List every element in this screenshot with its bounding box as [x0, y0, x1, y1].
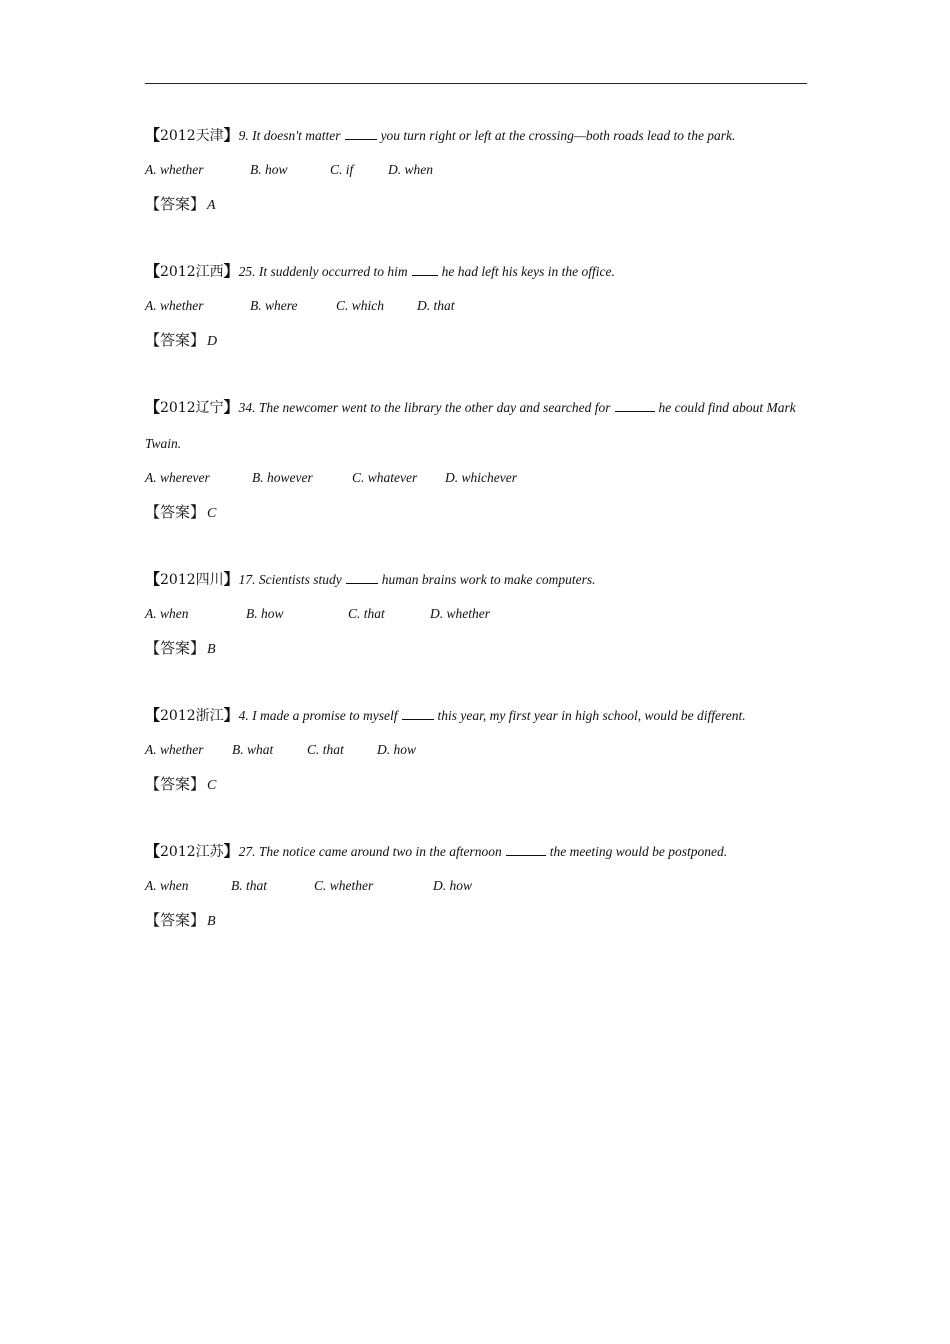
- option-d: D. that: [417, 298, 455, 313]
- option-a: A. whether: [145, 742, 204, 757]
- answer-blank: [506, 843, 546, 856]
- question-2: [145, 262, 810, 351]
- tag-close: 】: [223, 262, 239, 280]
- stem-before: 9. It doesn't matter: [238, 128, 341, 143]
- stem-after: this year, my first year in high school, would be different.: [437, 708, 746, 723]
- tag-close: 】: [223, 126, 239, 144]
- option-d: D. whichever: [445, 470, 517, 485]
- answer-label: 【答案】: [145, 775, 206, 793]
- question-5: [145, 706, 810, 795]
- answer-value: C: [207, 506, 217, 521]
- question-3: [145, 398, 810, 523]
- year-region-tag: 2012辽宁: [160, 400, 224, 416]
- option-c: C. which: [336, 298, 385, 313]
- question-stem: [145, 706, 810, 725]
- tag-open: 【: [145, 262, 161, 280]
- stem-before: 4. I made a promise to myself: [238, 708, 398, 723]
- stem-before: 27. The notice came around two in the afternoon: [238, 844, 502, 859]
- tag-close: 】: [223, 706, 239, 724]
- question-stem: [145, 842, 810, 861]
- question-1: [145, 126, 810, 215]
- option-a: A. when: [145, 606, 189, 621]
- option-d: D. when: [388, 162, 433, 177]
- answer-value: B: [207, 642, 216, 657]
- question-stem: [145, 262, 810, 281]
- answer-blank: [402, 707, 434, 720]
- answer-label: 【答案】: [145, 331, 206, 349]
- answer-label: 【答案】: [145, 911, 206, 929]
- option-d: D. how: [377, 742, 417, 757]
- option-b: B. where: [250, 298, 298, 313]
- option-c: C. that: [307, 742, 344, 757]
- answer-label: 【答案】: [145, 503, 206, 521]
- option-a: A. wherever: [145, 470, 210, 485]
- answer-row: [145, 775, 810, 795]
- option-d: D. whether: [430, 606, 490, 621]
- tag-open: 【: [145, 842, 161, 860]
- stem-after: the meeting would be postponed.: [549, 844, 728, 859]
- question-6: [145, 842, 810, 931]
- option-d: D. how: [433, 878, 473, 893]
- answer-value: B: [207, 914, 216, 929]
- year-region-tag: 2012江西: [160, 264, 224, 280]
- tag-open: 【: [145, 570, 161, 588]
- answer-blank: [412, 263, 438, 276]
- tag-open: 【: [145, 126, 161, 144]
- tag-close: 】: [223, 570, 239, 588]
- options-row: [145, 741, 810, 759]
- stem-after: human brains work to make computers.: [381, 572, 596, 587]
- answer-blank: [346, 571, 378, 584]
- option-c: C. if: [330, 162, 354, 177]
- answer-value: C: [207, 778, 217, 793]
- stem-before: 17. Scientists study: [238, 572, 342, 587]
- option-b: B. however: [252, 470, 313, 485]
- option-a: A. whether: [145, 298, 204, 313]
- year-region-tag: 2012江苏: [160, 844, 224, 860]
- answer-row: [145, 195, 810, 215]
- stem-before: 25. It suddenly occurred to him: [238, 264, 408, 279]
- answer-label: 【答案】: [145, 195, 206, 213]
- question-stem: [145, 126, 810, 145]
- stem-before: 34. The newcomer went to the library the other day and searched for: [238, 400, 611, 415]
- question-stem: [145, 570, 810, 589]
- year-region-tag: 2012浙江: [160, 708, 224, 724]
- option-b: B. what: [232, 742, 274, 757]
- tag-close: 】: [223, 842, 239, 860]
- answer-label: 【答案】: [145, 639, 206, 657]
- answer-row: [145, 911, 810, 931]
- tag-close: 】: [223, 398, 239, 416]
- option-b: B. how: [250, 162, 288, 177]
- stem-after: he had left his keys in the office.: [441, 264, 615, 279]
- option-b: B. that: [231, 878, 267, 893]
- options-row: [145, 877, 810, 895]
- stem-after: you turn right or left at the crossing—both roads lead to the park.: [380, 128, 736, 143]
- year-region-tag: 2012四川: [160, 572, 224, 588]
- options-row: [145, 297, 810, 315]
- tag-open: 【: [145, 706, 161, 724]
- year-region-tag: 2012天津: [160, 128, 224, 144]
- header-rule: [145, 83, 807, 84]
- answer-value: D: [207, 334, 218, 349]
- options-row: [145, 469, 810, 487]
- option-a: A. whether: [145, 162, 204, 177]
- tag-open: 【: [145, 398, 161, 416]
- answer-row: [145, 503, 810, 523]
- option-c: C. whether: [314, 878, 374, 893]
- option-c: C. that: [348, 606, 385, 621]
- answer-value: A: [207, 198, 216, 213]
- question-4: [145, 570, 810, 659]
- options-row: [145, 605, 810, 623]
- answer-row: [145, 639, 810, 659]
- option-c: C. whatever: [352, 470, 418, 485]
- option-a: A. when: [145, 878, 189, 893]
- answer-blank: [615, 399, 655, 412]
- option-b: B. how: [246, 606, 284, 621]
- options-row: [145, 161, 810, 179]
- stem-after: he could find about Mark Twain.: [145, 400, 796, 451]
- question-stem: [145, 390, 810, 461]
- answer-blank: [345, 127, 377, 140]
- answer-row: [145, 331, 810, 351]
